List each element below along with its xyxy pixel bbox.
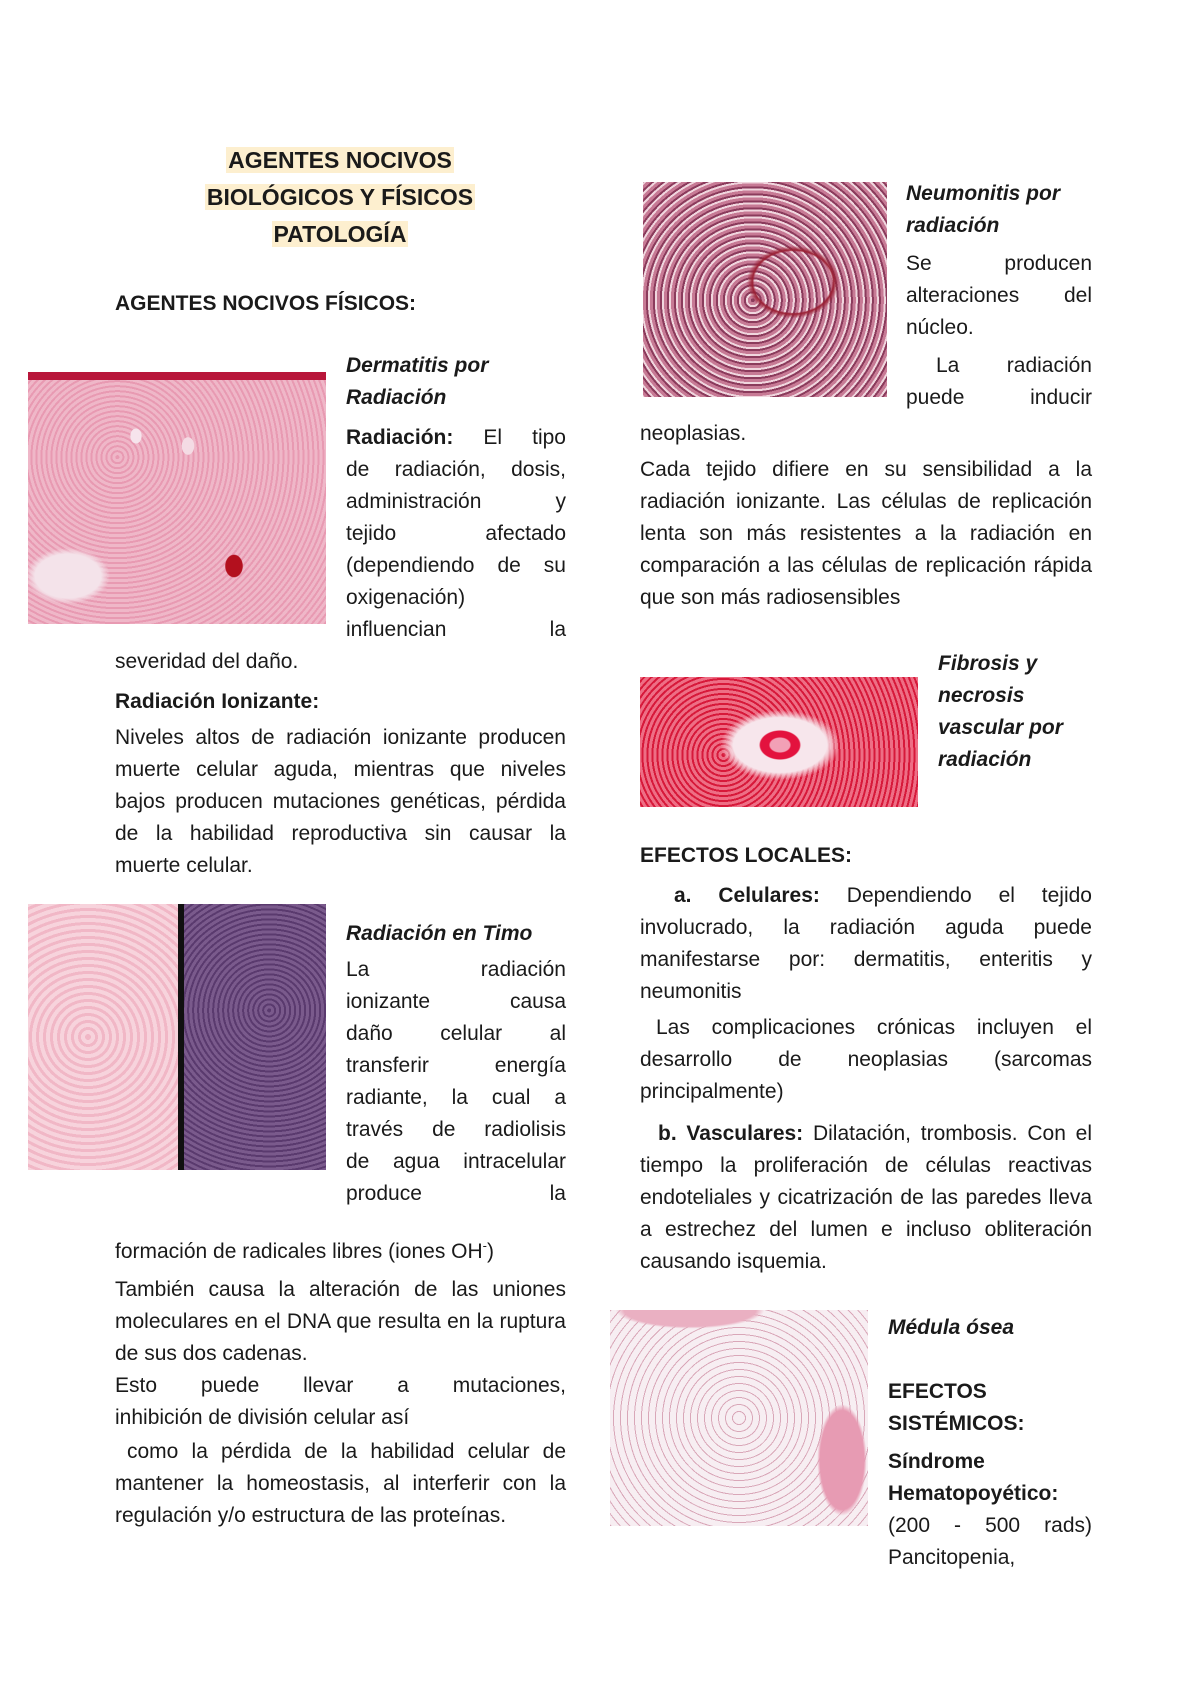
neumonitis-paragraph-2: Cada tejido difiere en su sensibilidad a la radiación ionizante. Las células de replicación lenta son más resistentes a la radiación en comparación a las células de replicación rápida que son más radiosensibles — [640, 458, 1092, 609]
timo-caption: Radiación en Timo — [346, 922, 533, 945]
neumonitis-tail: neoplasias. — [640, 422, 747, 445]
document-title — [105, 142, 575, 253]
timo-text: La radiación ionizante causa daño celular al transferir energía radiante, la cual a través de radiolisis de agua intracelular produce la — [346, 958, 566, 1205]
radiacion-label: Radiación: — [346, 426, 454, 449]
timo-tail: formación de radicales libres (iones OH-) — [115, 1238, 494, 1263]
efectos-locales-heading: EFECTOS LOCALES: — [640, 844, 852, 867]
rads-range: (200 - 500 rads) — [888, 1514, 1092, 1537]
neumonitis-histology-image — [643, 182, 887, 397]
efectos-sistemicos-heading: EFECTOS SISTÉMICOS: — [888, 1380, 1025, 1435]
timo-paragraph-3a: Esto puede llevar a mutaciones, — [115, 1374, 566, 1397]
complicaciones-cronicas-text: Las complicaciones crónicas incluyen el desarrollo de neoplasias (sarcomas principalmente) — [640, 1016, 1092, 1103]
neumonitis-caption: Neumonitis por radiación — [906, 182, 1061, 237]
title-line-2: BIOLÓGICOS Y FÍSICOS — [206, 184, 474, 210]
efectos-vasculares-text: b. Vasculares: Dilatación, trombosis. Con el tiempo la proliferación de células reactivas endoteliales y cicatrización de las paredes lleva a estrechez del lumen e incluso obliteración causando isquemia. — [640, 1122, 1093, 1273]
medula-caption: Médula ósea — [888, 1316, 1015, 1339]
dermatitis-text: Radiación: El tipo de radiación, dosis, administración y tejido afectado (dependiendo de su oxigenación) influencian la — [346, 426, 566, 641]
radiacion-ionizante-heading: Radiación Ionizante: — [115, 690, 320, 713]
timo-paragraph-4: como la pérdida de la habilidad celular de mantener la homeostasis, al interferir con la regulación y/o estructura de las proteínas. — [115, 1440, 566, 1527]
timo-paragraph-3b: inhibición de división celular así — [115, 1406, 410, 1429]
title-line-1: AGENTES NOCIVOS — [228, 147, 452, 173]
sindrome-hematopoyetico-heading: Síndrome Hematopoyético: — [888, 1450, 1059, 1505]
dermatitis-tail: severidad del daño. — [115, 650, 299, 673]
fibrosis-histology-image — [640, 677, 918, 807]
efectos-celulares-text: a. Celulares: Dependiendo el tejido involucrado, la radiación aguda puede manifestarse por: dermatitis, enteritis y neumonitis — [640, 884, 1092, 1003]
neumonitis-text: Se producen alteraciones del núcleo. La radiación puede inducir — [906, 252, 1092, 409]
dermatitis-caption: Dermatitis por Radiación — [346, 354, 489, 409]
radiacion-ionizante-text: Niveles altos de radiación ionizante producen muerte celular aguda, mientras que niveles bajos producen mutaciones genéticas, pérdida de la habilidad reproductiva sin causar la muerte celular. — [115, 726, 566, 877]
title-line-3: PATOLOGÍA — [273, 221, 407, 247]
section-heading-fisicos: AGENTES NOCIVOS FÍSICOS: — [115, 292, 417, 315]
fibrosis-caption: Fibrosis y necrosis vascular por radiación — [938, 652, 1063, 771]
dermatitis-histology-image — [28, 346, 326, 624]
pancitopenia-text: Pancitopenia, — [888, 1546, 1016, 1569]
timo-histology-image — [28, 904, 326, 1170]
medula-osea-histology-image — [610, 1310, 868, 1526]
timo-paragraph-2: También causa la alteración de las uniones moleculares en el DNA que resulta en la ruptura de sus dos cadenas. — [115, 1278, 566, 1365]
